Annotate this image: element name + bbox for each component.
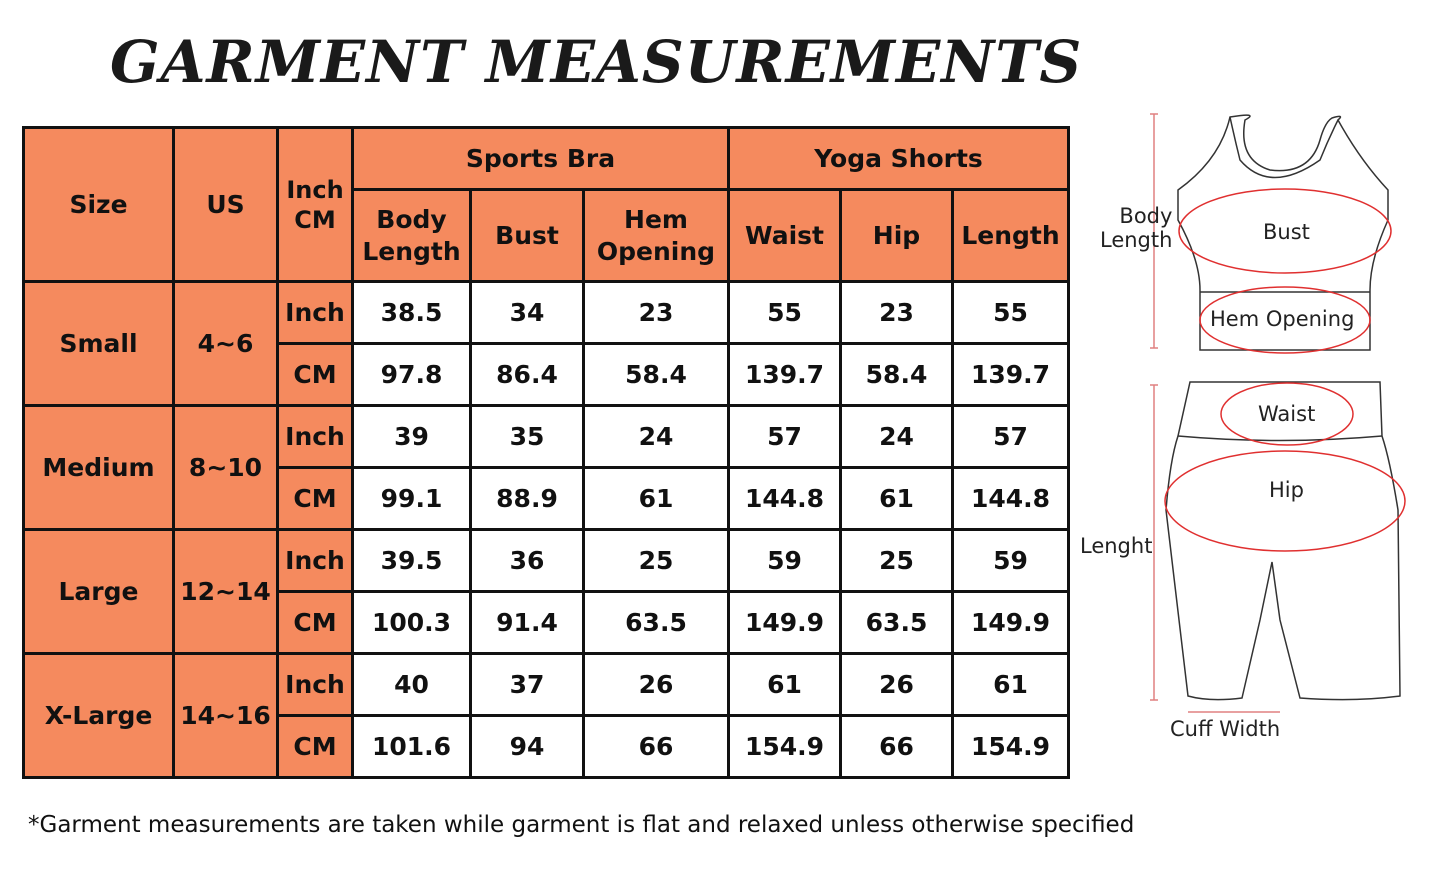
garment-illustration: [1070, 100, 1440, 760]
measurement-cell: 144.8: [953, 468, 1069, 530]
column-hem-opening: Hem Opening: [584, 190, 729, 282]
label-bust: Bust: [1263, 220, 1310, 244]
size-us: 8~10: [174, 406, 278, 530]
measurement-cell: 55: [953, 282, 1069, 344]
unit-label: CM: [278, 344, 353, 406]
measurement-cell: 94: [471, 716, 584, 778]
measurement-cell: 86.4: [471, 344, 584, 406]
size-chart-table: [22, 126, 1070, 779]
size-name: Medium: [24, 406, 174, 530]
size-us: 4~6: [174, 282, 278, 406]
measurement-cell: 149.9: [953, 592, 1069, 654]
header-unit-cm: CM: [294, 205, 336, 234]
header-us: US: [174, 128, 278, 282]
group-sports-bra: Sports Bra: [353, 128, 729, 190]
unit-label: Inch: [278, 654, 353, 716]
label-waist: Waist: [1258, 402, 1316, 426]
measurement-cell: 34: [471, 282, 584, 344]
unit-label: CM: [278, 716, 353, 778]
measurement-cell: 91.4: [471, 592, 584, 654]
measurement-cell: 97.8: [353, 344, 471, 406]
measurement-cell: 59: [729, 530, 841, 592]
unit-label: CM: [278, 592, 353, 654]
column-body-length: Body Length: [353, 190, 471, 282]
unit-label: CM: [278, 468, 353, 530]
measurement-cell: 59: [953, 530, 1069, 592]
measurement-cell: 25: [841, 530, 953, 592]
size-name: Large: [24, 530, 174, 654]
garment-diagram: [1070, 100, 1440, 760]
header-size: Size: [24, 128, 174, 282]
size-name: Small: [24, 282, 174, 406]
measurement-cell: 57: [953, 406, 1069, 468]
measurement-cell: 39: [353, 406, 471, 468]
measurement-cell: 55: [729, 282, 841, 344]
measurement-cell: 58.4: [841, 344, 953, 406]
measurement-cell: 61: [584, 468, 729, 530]
measurement-cell: 37: [471, 654, 584, 716]
measurement-cell: 66: [841, 716, 953, 778]
measurement-cell: 139.7: [729, 344, 841, 406]
size-row-inch: [24, 406, 1069, 468]
measurement-cell: 24: [584, 406, 729, 468]
label-hem-opening: Hem Opening: [1210, 307, 1355, 331]
column-bust: Bust: [471, 190, 584, 282]
measurement-cell: 63.5: [841, 592, 953, 654]
measurement-cell: 35: [471, 406, 584, 468]
unit-label: Inch: [278, 406, 353, 468]
measurement-cell: 26: [584, 654, 729, 716]
page-title: GARMENT MEASUREMENTS: [110, 28, 1083, 96]
measurement-cell: 63.5: [584, 592, 729, 654]
size-name: X-Large: [24, 654, 174, 778]
measurement-cell: 88.9: [471, 468, 584, 530]
measurement-cell: 26: [841, 654, 953, 716]
measurement-cell: 154.9: [729, 716, 841, 778]
label-cuff-width: Cuff Width: [1170, 717, 1281, 741]
measurement-cell: 38.5: [353, 282, 471, 344]
measurement-cell: 24: [841, 406, 953, 468]
measurement-cell: 101.6: [353, 716, 471, 778]
size-rows: [24, 282, 1069, 778]
measurement-cell: 57: [729, 406, 841, 468]
measurement-cell: 144.8: [729, 468, 841, 530]
column-hip: Hip: [841, 190, 953, 282]
label-hip: Hip: [1269, 478, 1304, 502]
size-us: 14~16: [174, 654, 278, 778]
measurement-cell: 99.1: [353, 468, 471, 530]
label-body-length: Body Length: [1100, 204, 1173, 253]
measurement-cell: 40: [353, 654, 471, 716]
header-unit: [278, 128, 353, 282]
measurement-cell: 23: [584, 282, 729, 344]
measurement-cell: 61: [953, 654, 1069, 716]
footnote: *Garment measurements are taken while garment is flat and relaxed unless otherwise specified: [28, 812, 1135, 838]
measurement-cell: 23: [841, 282, 953, 344]
measurement-cell: 149.9: [729, 592, 841, 654]
label-length: Lenght: [1080, 534, 1153, 558]
measurement-cell: 25: [584, 530, 729, 592]
measurement-cell: 66: [584, 716, 729, 778]
measurement-cell: 36: [471, 530, 584, 592]
measurement-cell: 58.4: [584, 344, 729, 406]
measurement-cell: 39.5: [353, 530, 471, 592]
measurement-cell: 61: [729, 654, 841, 716]
size-row-inch: [24, 282, 1069, 344]
header-unit-inch: Inch: [286, 175, 344, 204]
measurement-cell: 154.9: [953, 716, 1069, 778]
measurement-cell: 100.3: [353, 592, 471, 654]
size-row-inch: [24, 530, 1069, 592]
measurement-cell: 139.7: [953, 344, 1069, 406]
size-row-inch: [24, 654, 1069, 716]
size-us: 12~14: [174, 530, 278, 654]
group-yoga-shorts: Yoga Shorts: [729, 128, 1069, 190]
yoga-shorts-outline: [1166, 382, 1400, 700]
measurement-cell: 61: [841, 468, 953, 530]
column-waist: Waist: [729, 190, 841, 282]
unit-label: Inch: [278, 282, 353, 344]
unit-label: Inch: [278, 530, 353, 592]
column-length: Length: [953, 190, 1069, 282]
